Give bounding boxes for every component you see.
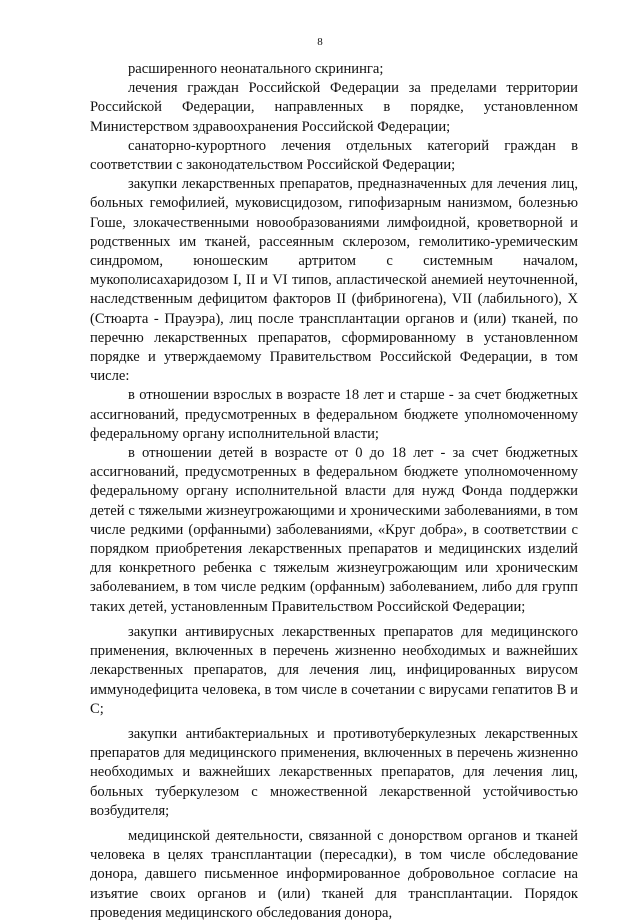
- paragraph-treatment-abroad: лечения граждан Российской Федерации за пределами территории Российской Федерации, направленных в порядке, установленном Министерством здравоохранения Российской Федерации;: [90, 80, 578, 135]
- page-number: 8: [317, 36, 323, 48]
- paragraph-drug-procurement: закупки лекарственных препаратов, предназначенных для лечения лиц, больных гемофилией, муковисцидозом, гипофизарным нанизмом, болезнью Гоше, злокачественными новообразованиями лимфоидной, кроветворной и родственных им тканей, рассеянным склерозом, гемолитико-уремическим синдромом, юношеским артритом с системным началом, мукополисахаридозом I, II и VI типов, апластической анемией неуточненной, наследственным дефицитом факторов II (фибриногена), VII (лабильного), X (Стюарта - Прауэра), лиц после трансплантации органов и (или) тканей, по перечню лекарственных препаратов, сформированному в установленном порядке и утверждаемому Правительством Российской Федерации, в том числе:: [90, 176, 578, 385]
- document-body: [90, 60, 578, 923]
- paragraph-antibacterial-procurement: закупки антибактериальных и противотуберкулезных лекарственных препаратов для медицинского применения, включенных в перечень жизненно необходимых и важнейших лекарственных препаратов, для лечения лиц, больных туберкулезом с множественной лекарственной устойчивостью возбудителя;: [90, 725, 578, 819]
- paragraph-neonatal-screening: расширенного неонатального скрининга;: [128, 61, 384, 77]
- paragraph-sanatorium-treatment: санаторно-курортного лечения отдельных категорий граждан в соответствии с законодательством Российской Федерации;: [90, 137, 578, 174]
- paragraph-adults: в отношении взрослых в возрасте 18 лет и старше - за счет бюджетных ассигнований, предусмотренных в федеральном бюджете уполномоченному федеральному органу исполнительной власти;: [90, 387, 578, 442]
- paragraph-children: в отношении детей в возрасте от 0 до 18 лет - за счет бюджетных ассигнований, предусмотренных в федеральном бюджете уполномоченному федеральному органу исполнительной власти для нужд Фонда поддержки детей с тяжелыми жизнеугрожающими и хроническими заболеваниями, в том числе редкими (орфанными) заболеваниями, «Круг добра», в соответствии с порядком приобретения лекарственных препаратов и медицинских изделий для конкретного ребенка с тяжелым жизнеугрожающим или хроническим заболеванием, в том числе редким (орфанным) заболеванием, либо для групп таких детей, установленным Правительством Российской Федерации;: [90, 445, 578, 615]
- paragraph-antiviral-procurement: закупки антивирусных лекарственных препаратов для медицинского применения, включенных в перечень жизненно необходимых и важнейших лекарственных препаратов, для лечения лиц, инфицированных вирусом иммунодефицита человека, в том числе в сочетании с вирусами гепатитов B и C;: [90, 623, 578, 717]
- paragraph-organ-donation: медицинской деятельности, связанной с донорством органов и тканей человека в целях трансплантации (пересадки), в том числе обследование донора, давшего письменное информированное добровольное согласие на изъятие своих органов и (или) тканей для трансплантации. Порядок проведения медицинского обследования донора,: [90, 827, 578, 921]
